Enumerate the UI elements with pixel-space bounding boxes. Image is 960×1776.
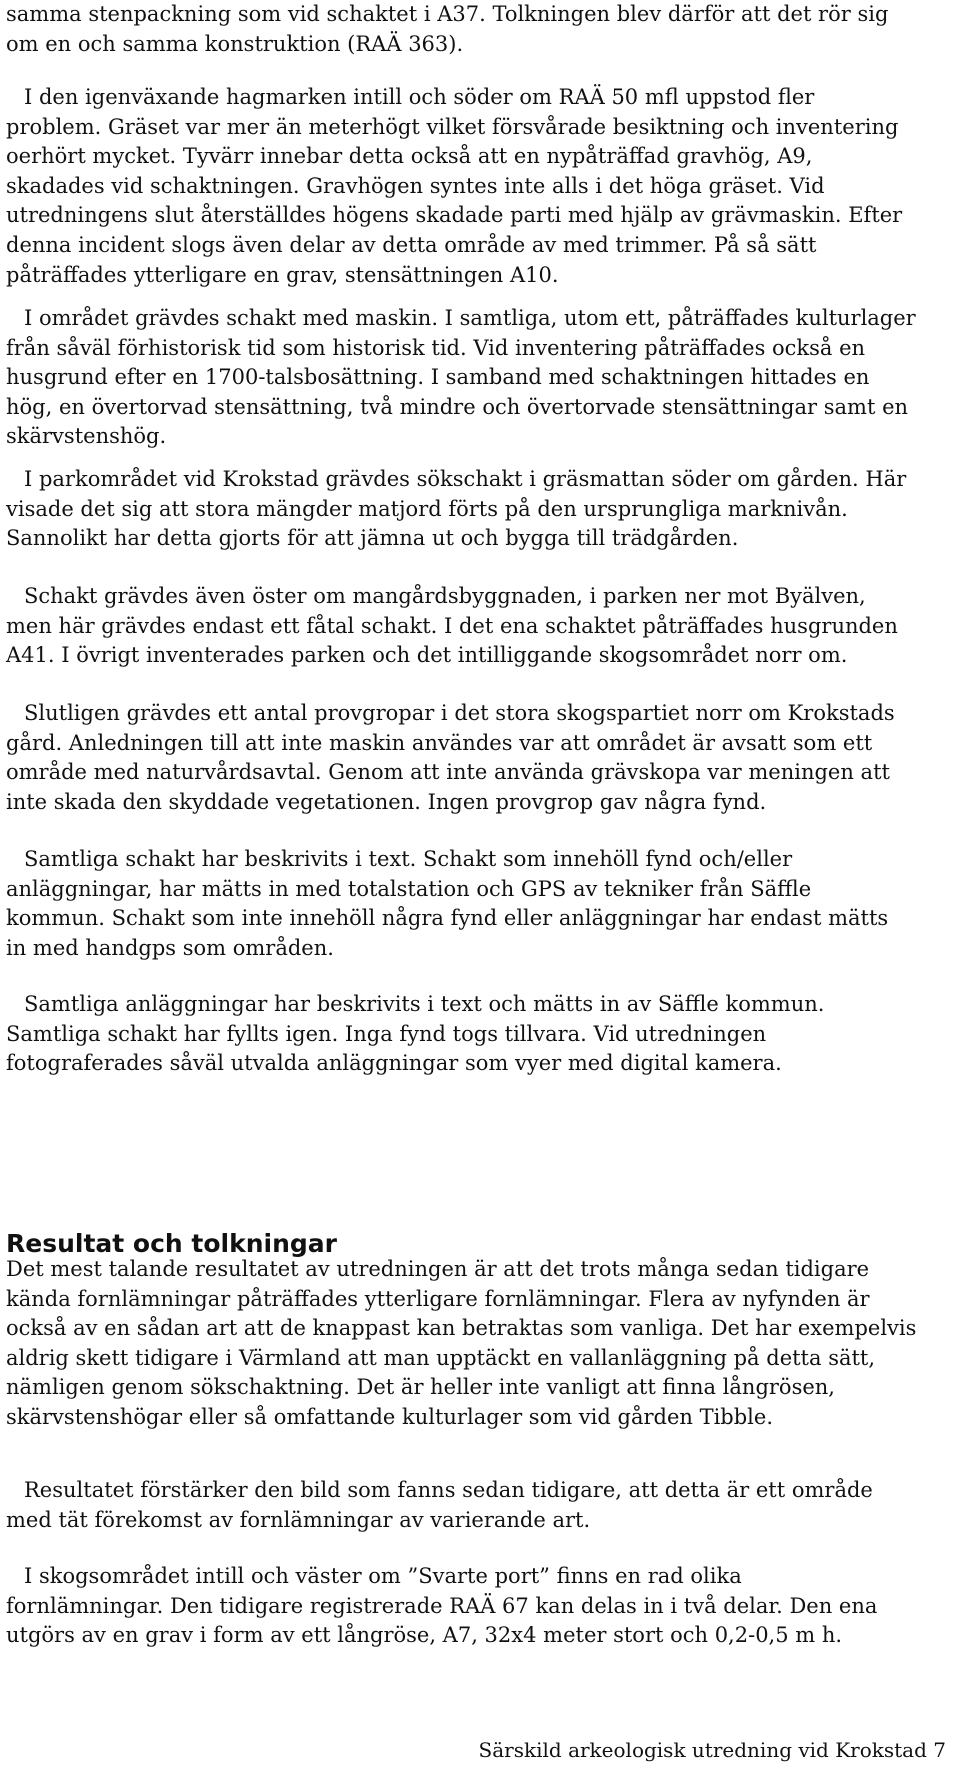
text-line: fotograferades såväl utvalda anläggningar som vyer med digital kamera. — [6, 1051, 782, 1076]
text-line: Slutligen grävdes ett antal provgropar i det stora skogspartiet norr om Krokstads — [24, 701, 895, 725]
text-line: skärvstenshög. — [6, 424, 167, 449]
text-line: område med naturvårdsavtal. Genom att inte använda grävskopa var meningen att — [6, 760, 890, 785]
text-line: Schakt grävdes även öster om mangårdsbyggnaden, i parken ner mot Byälven, — [24, 584, 866, 608]
text-line: Samtliga schakt har fyllts igen. Inga fynd togs tillvara. Vid utredningen — [6, 1021, 767, 1046]
text-line: aldrig skett tidigare i Värmland att man upptäckt en vallanläggning på detta sätt, — [6, 1345, 876, 1370]
text-line: Resultatet förstärker den bild som fanns sedan tidigare, att detta är ett område — [24, 1478, 873, 1502]
text-line: skadades vid schaktningen. Gravhögen syntes inte alls i det höga gräset. Vid — [6, 173, 825, 198]
text-line: inte skada den skyddade vegetationen. Ingen provgrop gav några fynd. — [6, 789, 767, 814]
text-line: utgörs av en grav i form av ett långröse, A7, 32x4 meter stort och 0,2-0,5 m h. — [6, 1623, 843, 1648]
text-line: Samtliga schakt har beskrivits i text. Schakt som innehöll fynd och/eller — [24, 847, 793, 871]
text-line: I skogsområdet intill och väster om ”Svarte port” finns en rad olika — [24, 1564, 742, 1588]
text-line: gård. Anledningen till att inte maskin användes var att området är avsatt som ett — [6, 730, 873, 755]
text-line: denna incident slogs även delar av detta område av med trimmer. På så sätt — [6, 232, 817, 257]
text-line: I parkområdet vid Krokstad grävdes sökschakt i gräsmattan söder om gården. Här — [24, 467, 907, 491]
text-line: visade det sig att stora mängder matjord förts på den ursprungliga marknivån. — [6, 496, 848, 521]
text-line: A41. I övrigt inventerades parken och det intilliggande skogsområdet norr om. — [6, 643, 848, 668]
text-line: problem. Gräset var mer än meterhögt vilket försvårade besiktning och inventering — [6, 114, 899, 139]
paragraph — [6, 990, 824, 1079]
text-line: kommun. Schakt som inte innehöll några fynd eller anläggningar har endast mätts — [6, 906, 889, 931]
text-line: anläggningar, har mätts in med totalstation och GPS av tekniker från Säffle — [6, 876, 812, 901]
paragraph — [6, 304, 916, 452]
text-line: från såväl förhistorisk tid som historisk tid. Vid inventering påträffades också en — [6, 335, 866, 360]
text-line: hög, en övertorvad stensättning, två mindre och övertorvade stensättningar samt en — [6, 394, 909, 419]
paragraph — [6, 0, 888, 59]
section-heading: Resultat och tolkningar — [6, 1229, 338, 1258]
text-line: husgrund efter en 1700-talsbosättning. I samband med schaktningen hittades en — [6, 365, 870, 390]
text-line: påträffades ytterligare en grav, stensättningen A10. — [6, 262, 559, 287]
text-line: fornlämningar. Den tidigare registrerade RAÄ 67 kan delas in i två delar. Den ena — [6, 1593, 878, 1618]
paragraph — [6, 465, 906, 554]
text-line: nämligen genom sökschaktning. Det är heller inte vanligt att finna långrösen, — [6, 1375, 835, 1400]
text-line: I den igenväxande hagmarken intill och söder om RAÄ 50 mfl uppstod fler — [24, 85, 815, 109]
paragraph — [6, 1476, 873, 1535]
page-footer: Särskild arkeologisk utredning vid Krokstad 7 — [478, 1738, 946, 1762]
text-line: också av en sådan art att de knappast kan betraktas som vanliga. Det har exempelvis — [6, 1316, 917, 1341]
paragraph — [6, 83, 902, 290]
text-line: utredningens slut återställdes högens skadade parti med hjälp av grävmaskin. Efter — [6, 203, 903, 228]
text-line: Det mest talande resultatet av utredningen är att det trots många sedan tidigare — [6, 1257, 870, 1281]
paragraph — [6, 845, 888, 963]
paragraph — [6, 1562, 877, 1651]
text-line: I området grävdes schakt med maskin. I samtliga, utom ett, påträffades kulturlager — [24, 306, 916, 330]
text-line: om en och samma konstruktion (RAÄ 363). — [6, 31, 464, 56]
text-line: oerhört mycket. Tyvärr innebar detta också att en nypåträffad gravhög, A9, — [6, 144, 813, 169]
text-line: in med handgps som områden. — [6, 935, 334, 960]
text-line: samma stenpackning som vid schaktet i A37. Tolkningen blev därför att det rör sig — [6, 2, 889, 26]
text-line: skärvstenshögar eller så omfattande kulturlager som vid gården Tibble. — [6, 1404, 774, 1429]
paragraph — [6, 582, 898, 671]
paragraph — [6, 699, 895, 817]
text-line: men här grävdes endast ett fåtal schakt. I det ena schaktet påträffades husgrunden — [6, 613, 898, 638]
text-line: Samtliga anläggningar har beskrivits i text och mätts in av Säffle kommun. — [24, 992, 825, 1016]
text-line: med tät förekomst av fornlämningar av varierande art. — [6, 1507, 591, 1532]
text-line: Sannolikt har detta gjorts för att jämna ut och bygga till trädgården. — [6, 526, 739, 551]
text-line: kända fornlämningar påträffades ytterligare fornlämningar. Flera av nyfynden är — [6, 1286, 870, 1311]
paragraph — [6, 1255, 916, 1433]
